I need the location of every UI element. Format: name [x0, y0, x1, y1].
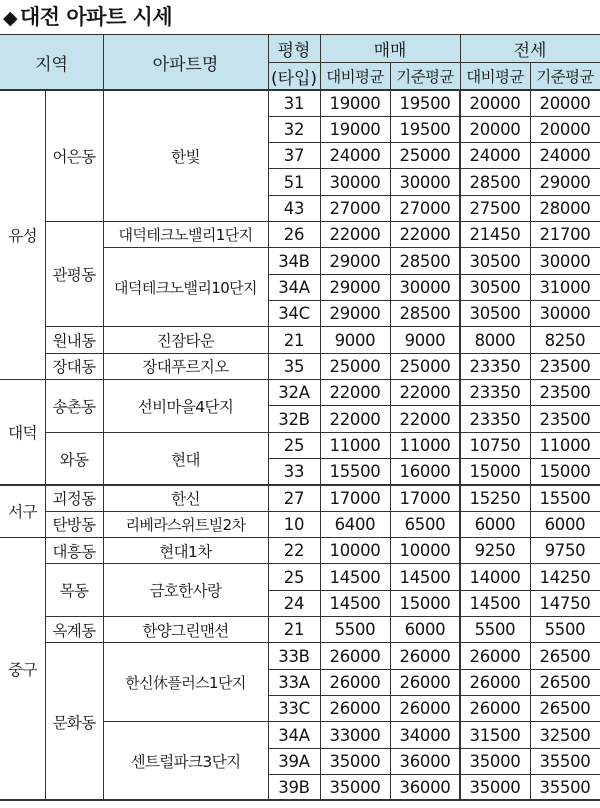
table-rule: [103, 432, 268, 433]
sale-avg-base-cell: 16000: [399, 462, 451, 482]
header-sale-avg-compare: 대비평균: [320, 62, 390, 90]
table-rule: [268, 642, 600, 643]
dong-cell: 장대동: [52, 358, 96, 377]
apartment-name-cell: 한빛: [171, 147, 200, 166]
jeonse-avg-compare-cell: 24000: [469, 146, 521, 166]
sale-avg-base-cell: 22000: [399, 225, 451, 245]
table-rule: [0, 379, 45, 381]
apartment-name-cell: 한신: [171, 490, 200, 509]
jeonse-avg-base-cell: 20000: [539, 119, 591, 139]
table-rule: [268, 116, 600, 117]
table-rule: [0, 89, 45, 91]
table-rule: [45, 432, 103, 433]
jeonse-avg-compare-cell: 26000: [469, 672, 521, 692]
jeonse-avg-base-cell: 26500: [539, 646, 591, 666]
table-rule: [103, 511, 268, 512]
apartment-name-cell: 현대: [171, 450, 200, 469]
jeonse-avg-compare-cell: 31500: [469, 725, 521, 745]
table-rule: [268, 274, 600, 275]
jeonse-avg-base-cell: 35500: [539, 778, 591, 798]
size-type-cell: 32A: [278, 383, 310, 403]
district-cell: 대덕: [8, 424, 37, 443]
table-rule: [268, 721, 600, 722]
table-rule: [45, 379, 600, 381]
sale-avg-compare-cell: 22000: [329, 225, 381, 245]
sale-avg-base-cell: 19500: [399, 93, 451, 113]
sale-avg-base-cell: 30000: [399, 172, 451, 192]
apartment-name-cell: 금호한사랑: [149, 582, 222, 601]
header-region: 지역: [0, 34, 103, 90]
dong-cell: 와동: [59, 450, 89, 469]
table-rule: [460, 34, 461, 90]
sale-avg-compare-cell: 14500: [329, 567, 381, 587]
sale-avg-base-cell: 10000: [399, 541, 451, 561]
dong-cell: 송촌동: [52, 397, 96, 416]
jeonse-avg-base-cell: 30000: [539, 251, 591, 271]
table-rule: [268, 669, 600, 670]
dong-cell: 옥계동: [52, 621, 96, 640]
sale-avg-compare-cell: 6400: [334, 514, 376, 534]
table-rule: [103, 563, 268, 564]
jeonse-avg-compare-cell: 26000: [469, 699, 521, 719]
apartment-name-cell: 한신休플러스1단지: [125, 673, 246, 692]
jeonse-avg-compare-cell: 26000: [469, 646, 521, 666]
size-type-cell: 27: [283, 488, 305, 508]
size-type-cell: 51: [283, 172, 305, 192]
header-jeonse: 전세: [460, 34, 600, 62]
jeonse-avg-base-cell: 14250: [539, 567, 591, 587]
sale-avg-base-cell: 19500: [399, 119, 451, 139]
apartment-name-cell: 대덕테크노밸리1단지: [118, 226, 253, 245]
sale-avg-compare-cell: 29000: [329, 251, 381, 271]
jeonse-avg-compare-cell: 35000: [469, 751, 521, 771]
sale-avg-compare-cell: 26000: [329, 672, 381, 692]
table-rule: [390, 90, 391, 800]
jeonse-avg-base-cell: 30000: [539, 304, 591, 324]
table-rule: [268, 405, 600, 406]
jeonse-avg-base-cell: 24000: [539, 146, 591, 166]
table-rule: [103, 34, 104, 90]
jeonse-avg-base-cell: 14750: [539, 593, 591, 613]
dong-cell: 대흥동: [52, 542, 96, 561]
table-rule: [45, 642, 103, 643]
size-type-cell: 33C: [278, 699, 310, 719]
table-rule: [103, 90, 104, 800]
dong-cell: 괴정동: [52, 490, 96, 509]
sale-avg-base-cell: 26000: [399, 646, 451, 666]
table-rule: [45, 511, 103, 512]
table-rule: [268, 168, 600, 169]
jeonse-avg-base-cell: 21700: [539, 225, 591, 245]
diamond-bullet-icon: ◆: [2, 7, 18, 29]
table-rule: [320, 90, 321, 800]
sale-avg-compare-cell: 19000: [329, 119, 381, 139]
table-rule: [268, 774, 600, 775]
sale-avg-base-cell: 9000: [404, 330, 446, 350]
sale-avg-base-cell: 22000: [399, 383, 451, 403]
size-type-cell: 35: [283, 356, 305, 376]
jeonse-avg-compare-cell: 15250: [469, 488, 521, 508]
table-rule: [103, 642, 268, 643]
table-rule: [0, 34, 600, 36]
table-rule: [45, 563, 103, 564]
apartment-name-cell: 대덕테크노밸리10단지: [114, 278, 257, 297]
size-type-cell: 33: [283, 462, 305, 482]
jeonse-avg-compare-cell: 30500: [469, 251, 521, 271]
table-rule: [103, 247, 268, 248]
jeonse-avg-base-cell: 8250: [544, 330, 586, 350]
dong-cell: 목동: [59, 582, 89, 601]
jeonse-avg-base-cell: 15000: [539, 462, 591, 482]
sale-avg-base-cell: 27000: [399, 198, 451, 218]
apartment-name-cell: 한양그린맨션: [142, 621, 229, 640]
sale-avg-compare-cell: 10000: [329, 541, 381, 561]
size-type-cell: 34A: [278, 725, 310, 745]
jeonse-avg-base-cell: 23500: [539, 356, 591, 376]
sale-avg-compare-cell: 33000: [329, 725, 381, 745]
size-type-cell: 21: [283, 620, 305, 640]
table-rule: [45, 353, 103, 354]
dong-cell: 어은동: [52, 147, 96, 166]
table-rule: [45, 484, 600, 486]
sale-avg-compare-cell: 27000: [329, 198, 381, 218]
jeonse-avg-base-cell: 23500: [539, 383, 591, 403]
jeonse-avg-compare-cell: 8000: [474, 330, 516, 350]
header-size-type: (타입): [268, 62, 320, 90]
sale-avg-compare-cell: 14500: [329, 593, 381, 613]
jeonse-avg-base-cell: 20000: [539, 93, 591, 113]
table-rule: [0, 537, 45, 539]
header-jeonse-avg-base: 기준평균: [530, 62, 600, 90]
sale-avg-base-cell: 26000: [399, 699, 451, 719]
table-rule: [103, 353, 268, 354]
table-rule: [390, 62, 391, 90]
table-rule: [459, 90, 461, 800]
jeonse-avg-compare-cell: 14000: [469, 567, 521, 587]
district-cell: 유성: [8, 226, 37, 245]
table-rule: [0, 799, 600, 801]
size-type-cell: 24: [283, 593, 305, 613]
sale-avg-base-cell: 14500: [399, 567, 451, 587]
sale-avg-base-cell: 11000: [399, 435, 451, 455]
size-type-cell: 33A: [278, 672, 310, 692]
table-rule: [268, 353, 600, 354]
jeonse-avg-compare-cell: 10750: [469, 435, 521, 455]
size-type-cell: 34C: [278, 304, 310, 324]
jeonse-avg-compare-cell: 21450: [469, 225, 521, 245]
jeonse-avg-compare-cell: 9250: [474, 541, 516, 561]
size-type-cell: 39B: [278, 778, 310, 798]
table-rule: [45, 326, 103, 327]
size-type-cell: 26: [283, 225, 305, 245]
jeonse-avg-compare-cell: 35000: [469, 778, 521, 798]
apartment-name-cell: 장대푸르지오: [142, 358, 229, 377]
dong-cell: 원내동: [52, 332, 96, 351]
jeonse-avg-base-cell: 31000: [539, 277, 591, 297]
jeonse-avg-compare-cell: 28500: [469, 172, 521, 192]
table-rule: [268, 34, 269, 90]
size-type-cell: 31: [283, 93, 305, 113]
jeonse-avg-compare-cell: 30500: [469, 277, 521, 297]
table-rule: [268, 142, 600, 143]
table-rule: [268, 326, 600, 327]
sale-avg-compare-cell: 29000: [329, 304, 381, 324]
dong-cell: 탄방동: [52, 516, 96, 535]
jeonse-avg-base-cell: 6000: [544, 514, 586, 534]
title-text: 대전 아파트 시세: [20, 5, 173, 29]
table-rule: [103, 221, 268, 222]
size-type-cell: 33B: [278, 646, 310, 666]
jeonse-avg-base-cell: 26500: [539, 672, 591, 692]
sale-avg-compare-cell: 26000: [329, 699, 381, 719]
sale-avg-compare-cell: 22000: [329, 383, 381, 403]
table-rule: [45, 616, 103, 617]
sale-avg-base-cell: 26000: [399, 672, 451, 692]
table-rule: [320, 34, 321, 90]
jeonse-avg-base-cell: 26500: [539, 699, 591, 719]
jeonse-avg-compare-cell: 23350: [469, 356, 521, 376]
table-rule: [268, 90, 269, 800]
size-type-cell: 32B: [278, 409, 310, 429]
jeonse-avg-compare-cell: 14500: [469, 593, 521, 613]
sale-avg-base-cell: 22000: [399, 409, 451, 429]
sale-avg-base-cell: 17000: [399, 488, 451, 508]
apartment-name-cell: 센트럴파크3단지: [130, 753, 241, 772]
sale-avg-base-cell: 6000: [404, 620, 446, 640]
sale-avg-compare-cell: 35000: [329, 778, 381, 798]
jeonse-avg-compare-cell: 20000: [469, 93, 521, 113]
sale-avg-compare-cell: 17000: [329, 488, 381, 508]
sale-avg-compare-cell: 35000: [329, 751, 381, 771]
header-jeonse-avg-compare: 대비평균: [460, 62, 530, 90]
table-rule: [268, 62, 600, 63]
apartment-name-cell: 리베라스위트빌2차: [125, 515, 246, 534]
district-cell: 서구: [8, 503, 37, 522]
size-type-cell: 25: [283, 567, 305, 587]
table-rule: [268, 221, 600, 222]
jeonse-avg-base-cell: 28000: [539, 198, 591, 218]
table-rule: [268, 616, 600, 617]
size-type-cell: 32: [283, 119, 305, 139]
table-rule: [45, 221, 103, 222]
price-table: [0, 34, 600, 808]
table-rule: [103, 326, 268, 327]
apartment-name-cell: 선비마을4단지: [137, 397, 234, 416]
size-type-cell: 37: [283, 146, 305, 166]
jeonse-avg-base-cell: 9750: [544, 541, 586, 561]
jeonse-avg-compare-cell: 20000: [469, 119, 521, 139]
sale-avg-compare-cell: 5500: [334, 620, 376, 640]
sale-avg-compare-cell: 26000: [329, 646, 381, 666]
size-type-cell: 43: [283, 198, 305, 218]
table-rule: [268, 195, 600, 196]
table-rule: [268, 458, 600, 459]
sale-avg-compare-cell: 25000: [329, 356, 381, 376]
district-cell: 중구: [8, 661, 37, 680]
sale-avg-compare-cell: 22000: [329, 409, 381, 429]
size-type-cell: 21: [283, 330, 305, 350]
jeonse-avg-compare-cell: 6000: [474, 514, 516, 534]
jeonse-avg-base-cell: 23500: [539, 409, 591, 429]
jeonse-avg-compare-cell: 27500: [469, 198, 521, 218]
table-rule: [268, 247, 600, 248]
sale-avg-compare-cell: 9000: [334, 330, 376, 350]
sale-avg-compare-cell: 11000: [329, 435, 381, 455]
sale-avg-base-cell: 34000: [399, 725, 451, 745]
header-apartment: 아파트명: [103, 34, 268, 90]
table-rule: [45, 537, 600, 539]
page-title: [2, 0, 172, 34]
table-rule: [268, 563, 600, 564]
header-size: 평형: [268, 34, 320, 62]
sale-avg-base-cell: 6500: [404, 514, 446, 534]
table-rule: [268, 748, 600, 749]
dong-cell: 문화동: [52, 713, 96, 732]
header-sale: 매매: [320, 34, 460, 62]
sale-avg-base-cell: 36000: [399, 778, 451, 798]
size-type-cell: 39A: [278, 751, 310, 771]
table-rule: [530, 90, 531, 800]
table-rule: [268, 432, 600, 433]
sale-avg-compare-cell: 15500: [329, 462, 381, 482]
table-rule: [268, 695, 600, 696]
dong-cell: 관평동: [52, 266, 96, 285]
sale-avg-base-cell: 15000: [399, 593, 451, 613]
table-rule: [45, 90, 46, 800]
jeonse-avg-compare-cell: 23350: [469, 409, 521, 429]
size-type-cell: 34B: [278, 251, 310, 271]
sale-avg-base-cell: 25000: [399, 146, 451, 166]
sale-avg-compare-cell: 29000: [329, 277, 381, 297]
table-rule: [268, 590, 600, 591]
apartment-name-cell: 현대1차: [159, 542, 212, 561]
jeonse-avg-compare-cell: 5500: [474, 620, 516, 640]
sale-avg-compare-cell: 19000: [329, 93, 381, 113]
jeonse-avg-compare-cell: 30500: [469, 304, 521, 324]
jeonse-avg-base-cell: 5500: [544, 620, 586, 640]
sale-avg-base-cell: 36000: [399, 751, 451, 771]
jeonse-avg-compare-cell: 23350: [469, 383, 521, 403]
sale-avg-base-cell: 30000: [399, 277, 451, 297]
table-rule: [268, 300, 600, 301]
size-type-cell: 34A: [278, 277, 310, 297]
jeonse-avg-base-cell: 11000: [539, 435, 591, 455]
table-rule: [103, 616, 268, 617]
jeonse-avg-base-cell: 29000: [539, 172, 591, 192]
sale-avg-base-cell: 25000: [399, 356, 451, 376]
table-rule: [0, 484, 45, 486]
apartment-name-cell: 진잠타운: [156, 332, 215, 351]
table-rule: [45, 89, 600, 91]
size-type-cell: 25: [283, 435, 305, 455]
jeonse-avg-compare-cell: 15000: [469, 462, 521, 482]
size-type-cell: 10: [283, 514, 305, 534]
size-type-cell: 22: [283, 541, 305, 561]
jeonse-avg-base-cell: 32500: [539, 725, 591, 745]
table-rule: [103, 721, 268, 722]
sale-avg-base-cell: 28500: [399, 304, 451, 324]
header-sale-avg-base: 기준평균: [390, 62, 460, 90]
table-rule: [268, 511, 600, 512]
table-rule: [530, 62, 531, 90]
sale-avg-compare-cell: 30000: [329, 172, 381, 192]
sale-avg-base-cell: 28500: [399, 251, 451, 271]
jeonse-avg-base-cell: 15500: [539, 488, 591, 508]
jeonse-avg-base-cell: 35500: [539, 751, 591, 771]
sale-avg-compare-cell: 24000: [329, 146, 381, 166]
